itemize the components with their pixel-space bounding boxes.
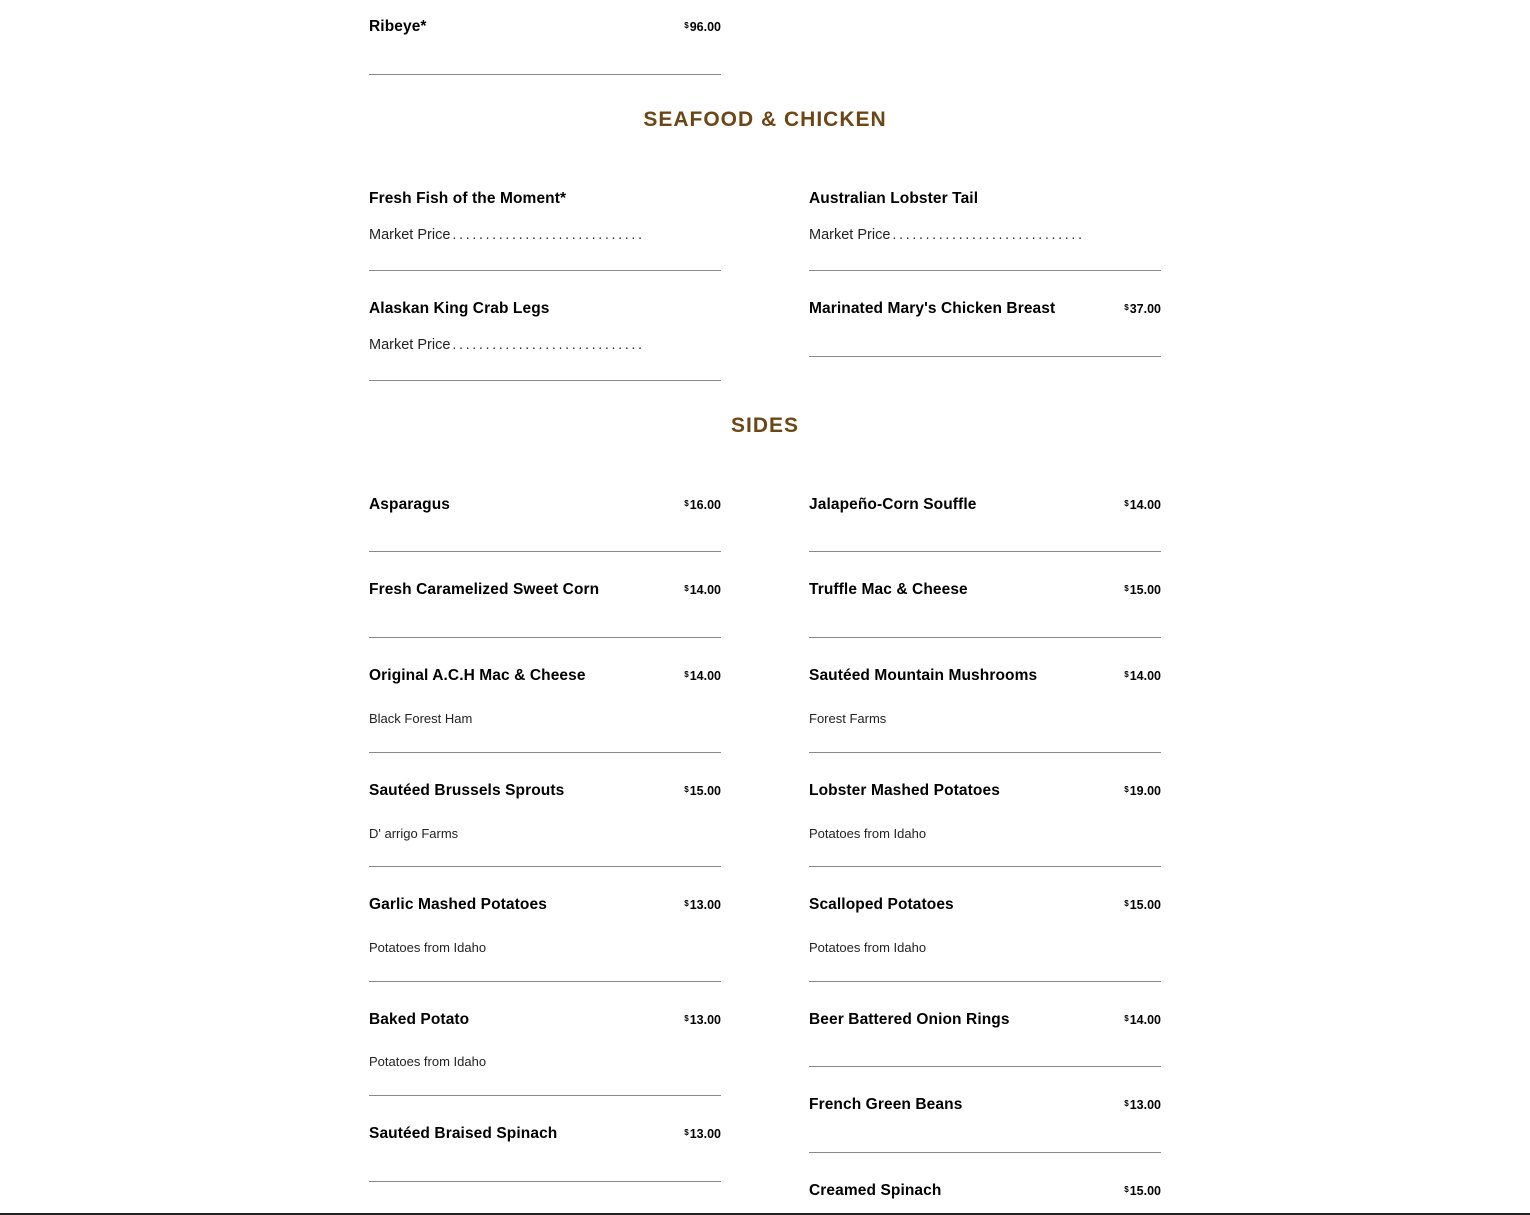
menu-item-braised-spinach: [369, 1125, 721, 1183]
item-name: Ribeye*: [369, 18, 427, 35]
menu-item-green-beans: [809, 1096, 1161, 1154]
item-divider: [809, 981, 1161, 982]
item-price: $15.00: [684, 784, 721, 798]
item-divider: [369, 74, 721, 75]
item-price: $14.00: [684, 583, 721, 597]
item-divider: [809, 1066, 1161, 1067]
item-name: Fresh Fish of the Moment*: [369, 190, 567, 207]
item-name: Garlic Mashed Potatoes: [369, 896, 547, 913]
market-price: Market Price .............................: [809, 227, 1085, 243]
market-price: Market Price .............................: [369, 227, 645, 243]
menu-item-creamed-spinach: [809, 1182, 1161, 1212]
menu-item-garlic-mashed: [369, 896, 721, 984]
item-divider: [369, 270, 721, 271]
menu-item-fresh-fish: [369, 190, 721, 272]
item-price: $14.00: [684, 669, 721, 683]
item-divider: [809, 866, 1161, 867]
item-name: Scalloped Potatoes: [809, 896, 954, 913]
item-price: $16.00: [684, 498, 721, 512]
item-price: $14.00: [1124, 498, 1161, 512]
dot-leader: .............................: [452, 227, 645, 243]
menu-item-lobster-mashed: [809, 782, 1161, 870]
menu-item-marinated-chicken: [809, 300, 1161, 358]
menu-item-truffle-mac: [809, 581, 1161, 639]
item-description: Black Forest Ham: [369, 711, 473, 726]
item-price: $96.00: [684, 20, 721, 34]
item-divider: [809, 1152, 1161, 1153]
item-description: Potatoes from Idaho: [369, 1054, 487, 1069]
item-divider: [369, 551, 721, 552]
menu-item-scalloped-potatoes: [809, 896, 1161, 984]
item-price: $14.00: [1124, 1013, 1161, 1027]
item-divider: [809, 356, 1161, 357]
menu-item-brussels-sprouts: [369, 782, 721, 870]
menu-item-asparagus: [369, 496, 721, 554]
item-divider: [809, 270, 1161, 271]
item-price: $15.00: [1124, 583, 1161, 597]
dot-leader: .............................: [452, 337, 645, 353]
section-title-seafood-chicken: SEAFOOD & CHICKEN: [643, 108, 887, 131]
item-name: French Green Beans: [809, 1096, 963, 1113]
item-name: Creamed Spinach: [809, 1182, 942, 1199]
item-name: Alaskan King Crab Legs: [369, 300, 550, 317]
item-name: Truffle Mac & Cheese: [809, 581, 968, 598]
item-name: Original A.C.H Mac & Cheese: [369, 667, 586, 684]
item-divider: [369, 981, 721, 982]
menu-item-australian-lobster-tail: [809, 190, 1161, 272]
item-divider: [369, 866, 721, 867]
menu-item-baked-potato: [369, 1011, 721, 1099]
item-name: Sautéed Mountain Mushrooms: [809, 667, 1038, 684]
menu-item-jalapeno-souffle: [809, 496, 1161, 554]
item-description: Potatoes from Idaho: [809, 826, 927, 841]
item-price: $37.00: [1124, 302, 1161, 316]
menu-item-onion-rings: [809, 1011, 1161, 1069]
item-description: Potatoes from Idaho: [809, 940, 927, 955]
item-price: $13.00: [1124, 1098, 1161, 1112]
item-divider: [369, 380, 721, 381]
section-title-sides: SIDES: [730, 414, 800, 437]
item-divider: [369, 752, 721, 753]
item-name: Sautéed Brussels Sprouts: [369, 782, 565, 799]
item-name: Marinated Mary's Chicken Breast: [809, 300, 1056, 317]
item-divider: [369, 637, 721, 638]
item-name: Sautéed Braised Spinach: [369, 1125, 558, 1142]
menu-item-ach-mac-cheese: [369, 667, 721, 755]
menu-item-sweet-corn: [369, 581, 721, 639]
item-name: Asparagus: [369, 496, 451, 513]
item-price: $15.00: [1124, 1184, 1161, 1198]
item-name: Lobster Mashed Potatoes: [809, 782, 1000, 799]
item-price: $13.00: [684, 898, 721, 912]
item-price: $15.00: [1124, 898, 1161, 912]
menu-item-ribeye: [369, 18, 721, 76]
item-name: Beer Battered Onion Rings: [809, 1011, 1010, 1028]
item-description: Forest Farms: [809, 711, 887, 726]
market-price: Market Price .............................: [369, 337, 645, 353]
item-divider: [809, 637, 1161, 638]
item-divider: [809, 551, 1161, 552]
item-divider: [809, 752, 1161, 753]
item-price: $13.00: [684, 1127, 721, 1141]
item-price: $13.00: [684, 1013, 721, 1027]
item-name: Fresh Caramelized Sweet Corn: [369, 581, 600, 598]
dot-leader: .............................: [892, 227, 1085, 243]
item-name: Baked Potato: [369, 1011, 470, 1028]
item-description: D' arrigo Farms: [369, 826, 459, 841]
menu-item-alaskan-king-crab: [369, 300, 721, 382]
item-name: Australian Lobster Tail: [809, 190, 979, 207]
item-description: Potatoes from Idaho: [369, 940, 487, 955]
item-divider: [369, 1095, 721, 1096]
item-price: $14.00: [1124, 669, 1161, 683]
item-divider: [369, 1181, 721, 1182]
item-name: Jalapeño-Corn Souffle: [809, 496, 977, 513]
item-price: $19.00: [1124, 784, 1161, 798]
menu-item-mountain-mushrooms: [809, 667, 1161, 755]
